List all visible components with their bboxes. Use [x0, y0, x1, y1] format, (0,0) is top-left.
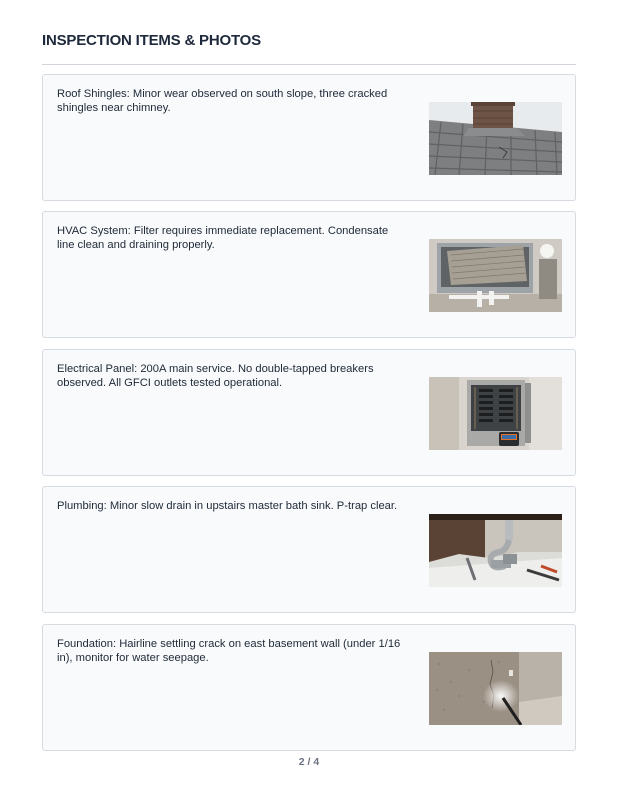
- hvac-filter-photo: [429, 239, 562, 312]
- inspection-item-text: Electrical Panel: 200A main service. No double-tapped breakers observed. All GFCI outlets tested operational.: [57, 363, 374, 389]
- foundation-wall-photo: [429, 652, 562, 725]
- inspection-item-text: HVAC System: Filter requires immediate replacement. Condensate line clean and draining properly.: [57, 225, 389, 251]
- inspection-item-plumbing: [42, 486, 576, 613]
- roof-shingles-photo: [429, 102, 562, 175]
- page-number: 2 / 4: [298, 756, 320, 768]
- inspection-item-foundation: [42, 624, 576, 751]
- electrical-panel-photo: [429, 377, 562, 450]
- inspection-item-roof: [42, 74, 576, 201]
- inspection-item-text: Foundation: Hairline settling crack on east basement wall (under 1/16 in), monitor for water seepage.: [57, 638, 401, 664]
- inspection-item-electrical: [42, 349, 576, 476]
- plumbing-p-trap-photo: [429, 514, 562, 587]
- section-divider: [42, 64, 576, 65]
- inspection-item-hvac: [42, 211, 576, 338]
- inspection-item-text: Roof Shingles: Minor wear observed on south slope, three cracked shingles near chimney.: [57, 88, 388, 114]
- inspection-item-text: Plumbing: Minor slow drain in upstairs master bath sink. P-trap clear.: [57, 500, 398, 512]
- section-title: INSPECTION ITEMS & PHOTOS: [42, 32, 261, 49]
